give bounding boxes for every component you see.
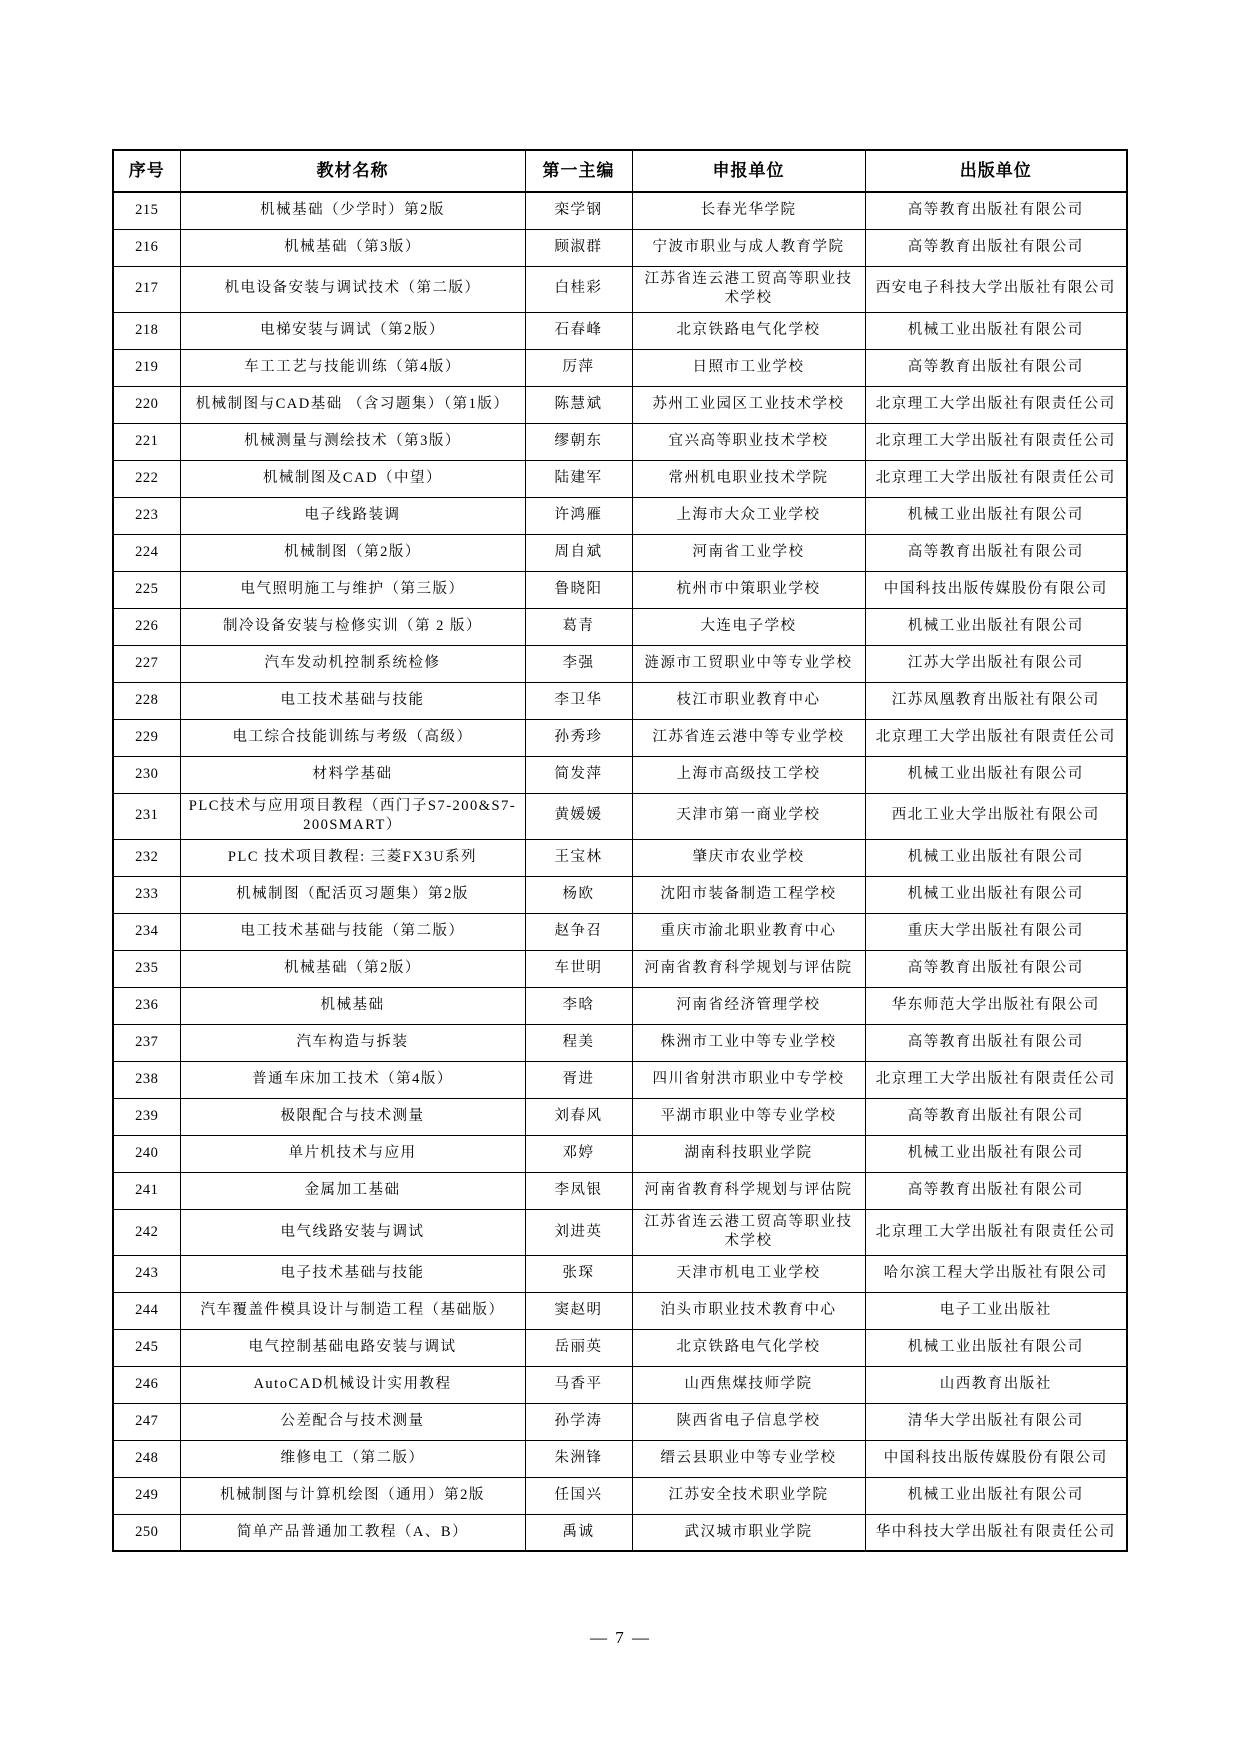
table-row: [113, 1098, 1127, 1135]
cell-chief-editor: 厉萍: [525, 349, 632, 386]
cell-publisher-unit: 北京理工大学出版社有限责任公司: [865, 386, 1127, 423]
cell-applicant-unit: 大连电子学校: [632, 608, 865, 645]
cell-chief-editor: 胥进: [525, 1061, 632, 1098]
table-row: [113, 682, 1127, 719]
table-row: [113, 756, 1127, 793]
cell-serial-number: 226: [113, 608, 180, 645]
cell-textbook-title: 维修电工（第二版）: [180, 1440, 525, 1477]
cell-textbook-title: 汽车构造与拆装: [180, 1024, 525, 1061]
cell-chief-editor: 李卫华: [525, 682, 632, 719]
column-header-number: 序号: [113, 150, 180, 192]
cell-textbook-title: 机械基础（少学时）第2版: [180, 192, 525, 229]
cell-publisher-unit: 北京理工大学出版社有限责任公司: [865, 460, 1127, 497]
cell-chief-editor: 赵争召: [525, 913, 632, 950]
cell-applicant-unit: 日照市工业学校: [632, 349, 865, 386]
cell-chief-editor: 鲁晓阳: [525, 571, 632, 608]
table-header-row: [113, 150, 1127, 192]
cell-publisher-unit: 高等教育出版社有限公司: [865, 1098, 1127, 1135]
cell-chief-editor: 孙学涛: [525, 1403, 632, 1440]
cell-publisher-unit: 机械工业出版社有限公司: [865, 608, 1127, 645]
cell-textbook-title: 电子线路装调: [180, 497, 525, 534]
cell-serial-number: 228: [113, 682, 180, 719]
cell-publisher-unit: 江苏凤凰教育出版社有限公司: [865, 682, 1127, 719]
cell-serial-number: 234: [113, 913, 180, 950]
cell-publisher-unit: 山西教育出版社: [865, 1366, 1127, 1403]
cell-serial-number: 219: [113, 349, 180, 386]
cell-textbook-title: 机械制图与CAD基础 （含习题集）（第1版）: [180, 386, 525, 423]
cell-applicant-unit: 江苏省连云港中等专业学校: [632, 719, 865, 756]
cell-textbook-title: 车工工艺与技能训练（第4版）: [180, 349, 525, 386]
cell-chief-editor: 许鸿雁: [525, 497, 632, 534]
cell-serial-number: 241: [113, 1172, 180, 1209]
cell-applicant-unit: 河南省教育科学规划与评估院: [632, 1172, 865, 1209]
table-row: [113, 1209, 1127, 1255]
cell-textbook-title: 公差配合与技术测量: [180, 1403, 525, 1440]
cell-chief-editor: 陆建军: [525, 460, 632, 497]
cell-serial-number: 247: [113, 1403, 180, 1440]
table-row: [113, 839, 1127, 876]
cell-textbook-title: 极限配合与技术测量: [180, 1098, 525, 1135]
cell-serial-number: 217: [113, 266, 180, 312]
cell-chief-editor: 马香平: [525, 1366, 632, 1403]
cell-textbook-title: 制冷设备安装与检修实训（第 2 版）: [180, 608, 525, 645]
cell-publisher-unit: 机械工业出版社有限公司: [865, 756, 1127, 793]
cell-textbook-title: 电气照明施工与维护（第三版）: [180, 571, 525, 608]
cell-publisher-unit: 华中科技大学出版社有限责任公司: [865, 1514, 1127, 1551]
cell-applicant-unit: 枝江市职业教育中心: [632, 682, 865, 719]
cell-serial-number: 250: [113, 1514, 180, 1551]
cell-textbook-title: 机械制图与计算机绘图（通用）第2版: [180, 1477, 525, 1514]
table-row: [113, 386, 1127, 423]
cell-serial-number: 215: [113, 192, 180, 229]
cell-chief-editor: 石春峰: [525, 312, 632, 349]
cell-chief-editor: 王宝林: [525, 839, 632, 876]
cell-chief-editor: 窦赵明: [525, 1292, 632, 1329]
cell-serial-number: 227: [113, 645, 180, 682]
cell-publisher-unit: 高等教育出版社有限公司: [865, 1024, 1127, 1061]
cell-chief-editor: 岳丽英: [525, 1329, 632, 1366]
column-header-publisher: 出版单位: [865, 150, 1127, 192]
cell-publisher-unit: 西北工业大学出版社有限公司: [865, 793, 1127, 839]
table-row: [113, 229, 1127, 266]
cell-chief-editor: 邓婷: [525, 1135, 632, 1172]
cell-publisher-unit: 西安电子科技大学出版社有限公司: [865, 266, 1127, 312]
cell-textbook-title: 机电设备安装与调试技术（第二版）: [180, 266, 525, 312]
cell-chief-editor: 李晗: [525, 987, 632, 1024]
cell-serial-number: 236: [113, 987, 180, 1024]
cell-chief-editor: 杨欧: [525, 876, 632, 913]
cell-chief-editor: 程美: [525, 1024, 632, 1061]
cell-publisher-unit: 机械工业出版社有限公司: [865, 1477, 1127, 1514]
cell-serial-number: 245: [113, 1329, 180, 1366]
cell-textbook-title: AutoCAD机械设计实用教程: [180, 1366, 525, 1403]
cell-chief-editor: 刘春风: [525, 1098, 632, 1135]
cell-chief-editor: 朱洲锋: [525, 1440, 632, 1477]
cell-applicant-unit: 常州机电职业技术学院: [632, 460, 865, 497]
cell-chief-editor: 刘进英: [525, 1209, 632, 1255]
cell-publisher-unit: 清华大学出版社有限公司: [865, 1403, 1127, 1440]
table-body: [113, 192, 1127, 1551]
cell-serial-number: 233: [113, 876, 180, 913]
cell-applicant-unit: 北京铁路电气化学校: [632, 1329, 865, 1366]
table-row: [113, 987, 1127, 1024]
cell-applicant-unit: 平湖市职业中等专业学校: [632, 1098, 865, 1135]
table-row: [113, 1329, 1127, 1366]
cell-applicant-unit: 涟源市工贸职业中等专业学校: [632, 645, 865, 682]
cell-serial-number: 230: [113, 756, 180, 793]
table-row: [113, 645, 1127, 682]
cell-serial-number: 244: [113, 1292, 180, 1329]
cell-chief-editor: 缪朝东: [525, 423, 632, 460]
cell-publisher-unit: 华东师范大学出版社有限公司: [865, 987, 1127, 1024]
cell-serial-number: 224: [113, 534, 180, 571]
table-row: [113, 1255, 1127, 1292]
cell-serial-number: 229: [113, 719, 180, 756]
cell-chief-editor: 顾淑群: [525, 229, 632, 266]
cell-serial-number: 220: [113, 386, 180, 423]
cell-serial-number: 246: [113, 1366, 180, 1403]
cell-chief-editor: 周自斌: [525, 534, 632, 571]
cell-textbook-title: 机械基础（第3版）: [180, 229, 525, 266]
cell-serial-number: 223: [113, 497, 180, 534]
cell-applicant-unit: 宜兴高等职业技术学校: [632, 423, 865, 460]
table-row: [113, 534, 1127, 571]
cell-serial-number: 248: [113, 1440, 180, 1477]
cell-applicant-unit: 江苏省连云港工贸高等职业技术学校: [632, 1209, 865, 1255]
cell-publisher-unit: 高等教育出版社有限公司: [865, 229, 1127, 266]
cell-serial-number: 243: [113, 1255, 180, 1292]
cell-publisher-unit: 北京理工大学出版社有限责任公司: [865, 1061, 1127, 1098]
cell-publisher-unit: 机械工业出版社有限公司: [865, 1329, 1127, 1366]
column-header-applicant: 申报单位: [632, 150, 865, 192]
cell-chief-editor: 栾学钢: [525, 192, 632, 229]
cell-publisher-unit: 中国科技出版传媒股份有限公司: [865, 1440, 1127, 1477]
cell-textbook-title: 机械制图及CAD（中望）: [180, 460, 525, 497]
cell-serial-number: 239: [113, 1098, 180, 1135]
table-row: [113, 608, 1127, 645]
cell-applicant-unit: 四川省射洪市职业中专学校: [632, 1061, 865, 1098]
cell-textbook-title: PLC 技术项目教程: 三菱FX3U系列: [180, 839, 525, 876]
cell-serial-number: 242: [113, 1209, 180, 1255]
cell-applicant-unit: 湖南科技职业学院: [632, 1135, 865, 1172]
cell-textbook-title: 机械基础: [180, 987, 525, 1024]
table-row: [113, 1292, 1127, 1329]
table-row: [113, 950, 1127, 987]
cell-applicant-unit: 陕西省电子信息学校: [632, 1403, 865, 1440]
table-row: [113, 497, 1127, 534]
cell-serial-number: 231: [113, 793, 180, 839]
cell-serial-number: 218: [113, 312, 180, 349]
cell-chief-editor: 简发萍: [525, 756, 632, 793]
cell-applicant-unit: 河南省教育科学规划与评估院: [632, 950, 865, 987]
table-row: [113, 1061, 1127, 1098]
cell-chief-editor: 孙秀珍: [525, 719, 632, 756]
cell-publisher-unit: 机械工业出版社有限公司: [865, 312, 1127, 349]
table-row: [113, 1172, 1127, 1209]
cell-textbook-title: 普通车床加工技术（第4版）: [180, 1061, 525, 1098]
cell-textbook-title: 电工综合技能训练与考级（高级）: [180, 719, 525, 756]
table-row: [113, 312, 1127, 349]
cell-serial-number: 225: [113, 571, 180, 608]
cell-applicant-unit: 武汉城市职业学院: [632, 1514, 865, 1551]
cell-applicant-unit: 长春光华学院: [632, 192, 865, 229]
cell-publisher-unit: 高等教育出版社有限公司: [865, 192, 1127, 229]
cell-applicant-unit: 江苏安全技术职业学院: [632, 1477, 865, 1514]
cell-serial-number: 216: [113, 229, 180, 266]
cell-serial-number: 240: [113, 1135, 180, 1172]
cell-textbook-title: 汽车发动机控制系统检修: [180, 645, 525, 682]
table-row: [113, 719, 1127, 756]
table-row: [113, 571, 1127, 608]
cell-publisher-unit: 高等教育出版社有限公司: [865, 534, 1127, 571]
cell-publisher-unit: 高等教育出版社有限公司: [865, 950, 1127, 987]
table-row: [113, 1403, 1127, 1440]
cell-serial-number: 238: [113, 1061, 180, 1098]
cell-textbook-title: 电工技术基础与技能（第二版）: [180, 913, 525, 950]
cell-applicant-unit: 上海市大众工业学校: [632, 497, 865, 534]
cell-publisher-unit: 机械工业出版社有限公司: [865, 497, 1127, 534]
column-header-title: 教材名称: [180, 150, 525, 192]
cell-applicant-unit: 宁波市职业与成人教育学院: [632, 229, 865, 266]
cell-textbook-title: 电工技术基础与技能: [180, 682, 525, 719]
page-number: — 7 —: [590, 1628, 651, 1647]
cell-serial-number: 237: [113, 1024, 180, 1061]
cell-textbook-title: PLC技术与应用项目教程（西门子S7-200&S7-200SMART）: [180, 793, 525, 839]
cell-chief-editor: 陈慧斌: [525, 386, 632, 423]
cell-applicant-unit: 苏州工业园区工业技术学校: [632, 386, 865, 423]
cell-textbook-title: 汽车覆盖件模具设计与制造工程（基础版）: [180, 1292, 525, 1329]
cell-applicant-unit: 上海市高级技工学校: [632, 756, 865, 793]
cell-textbook-title: 电气线路安装与调试: [180, 1209, 525, 1255]
cell-publisher-unit: 机械工业出版社有限公司: [865, 1135, 1127, 1172]
cell-applicant-unit: 泊头市职业技术教育中心: [632, 1292, 865, 1329]
cell-serial-number: 235: [113, 950, 180, 987]
table-row: [113, 423, 1127, 460]
cell-textbook-title: 电子技术基础与技能: [180, 1255, 525, 1292]
cell-serial-number: 222: [113, 460, 180, 497]
cell-textbook-title: 简单产品普通加工教程（A、B）: [180, 1514, 525, 1551]
cell-applicant-unit: 肇庆市农业学校: [632, 839, 865, 876]
cell-publisher-unit: 中国科技出版传媒股份有限公司: [865, 571, 1127, 608]
cell-serial-number: 249: [113, 1477, 180, 1514]
table-row: [113, 1366, 1127, 1403]
cell-applicant-unit: 江苏省连云港工贸高等职业技术学校: [632, 266, 865, 312]
cell-textbook-title: 电气控制基础电路安装与调试: [180, 1329, 525, 1366]
table-row: [113, 1514, 1127, 1551]
cell-chief-editor: 任国兴: [525, 1477, 632, 1514]
table-row: [113, 1440, 1127, 1477]
cell-textbook-title: 机械测量与测绘技术（第3版）: [180, 423, 525, 460]
cell-applicant-unit: 沈阳市装备制造工程学校: [632, 876, 865, 913]
cell-serial-number: 232: [113, 839, 180, 876]
cell-applicant-unit: 重庆市渝北职业教育中心: [632, 913, 865, 950]
cell-chief-editor: 张琛: [525, 1255, 632, 1292]
table-row: [113, 876, 1127, 913]
cell-textbook-title: 机械基础（第2版）: [180, 950, 525, 987]
cell-publisher-unit: 电子工业出版社: [865, 1292, 1127, 1329]
table-row: [113, 460, 1127, 497]
cell-publisher-unit: 北京理工大学出版社有限责任公司: [865, 1209, 1127, 1255]
cell-chief-editor: 葛青: [525, 608, 632, 645]
cell-chief-editor: 禹诚: [525, 1514, 632, 1551]
table-row: [113, 266, 1127, 312]
cell-publisher-unit: 北京理工大学出版社有限责任公司: [865, 423, 1127, 460]
cell-applicant-unit: 杭州市中策职业学校: [632, 571, 865, 608]
cell-chief-editor: 黄媛媛: [525, 793, 632, 839]
cell-publisher-unit: 高等教育出版社有限公司: [865, 349, 1127, 386]
cell-textbook-title: 机械制图（第2版）: [180, 534, 525, 571]
cell-publisher-unit: 高等教育出版社有限公司: [865, 1172, 1127, 1209]
textbook-table: [112, 149, 1128, 1552]
cell-applicant-unit: 天津市第一商业学校: [632, 793, 865, 839]
column-header-editor: 第一主编: [525, 150, 632, 192]
table-row: [113, 349, 1127, 386]
cell-textbook-title: 材料学基础: [180, 756, 525, 793]
cell-publisher-unit: 重庆大学出版社有限公司: [865, 913, 1127, 950]
cell-textbook-title: 单片机技术与应用: [180, 1135, 525, 1172]
cell-publisher-unit: 机械工业出版社有限公司: [865, 876, 1127, 913]
table-row: [113, 913, 1127, 950]
table-row: [113, 1477, 1127, 1514]
cell-applicant-unit: 河南省经济管理学校: [632, 987, 865, 1024]
cell-applicant-unit: 山西焦煤技师学院: [632, 1366, 865, 1403]
cell-publisher-unit: 江苏大学出版社有限公司: [865, 645, 1127, 682]
table-row: [113, 793, 1127, 839]
cell-chief-editor: 李凤银: [525, 1172, 632, 1209]
cell-chief-editor: 车世明: [525, 950, 632, 987]
cell-chief-editor: 白桂彩: [525, 266, 632, 312]
cell-applicant-unit: 河南省工业学校: [632, 534, 865, 571]
cell-publisher-unit: 机械工业出版社有限公司: [865, 839, 1127, 876]
cell-chief-editor: 李强: [525, 645, 632, 682]
cell-textbook-title: 电梯安装与调试（第2版）: [180, 312, 525, 349]
cell-applicant-unit: 缙云县职业中等专业学校: [632, 1440, 865, 1477]
cell-textbook-title: 金属加工基础: [180, 1172, 525, 1209]
cell-applicant-unit: 北京铁路电气化学校: [632, 312, 865, 349]
table-row: [113, 192, 1127, 229]
table-row: [113, 1024, 1127, 1061]
cell-applicant-unit: 株洲市工业中等专业学校: [632, 1024, 865, 1061]
cell-textbook-title: 机械制图（配活页习题集）第2版: [180, 876, 525, 913]
cell-serial-number: 221: [113, 423, 180, 460]
cell-publisher-unit: 北京理工大学出版社有限责任公司: [865, 719, 1127, 756]
cell-applicant-unit: 天津市机电工业学校: [632, 1255, 865, 1292]
table-row: [113, 1135, 1127, 1172]
cell-publisher-unit: 哈尔滨工程大学出版社有限公司: [865, 1255, 1127, 1292]
